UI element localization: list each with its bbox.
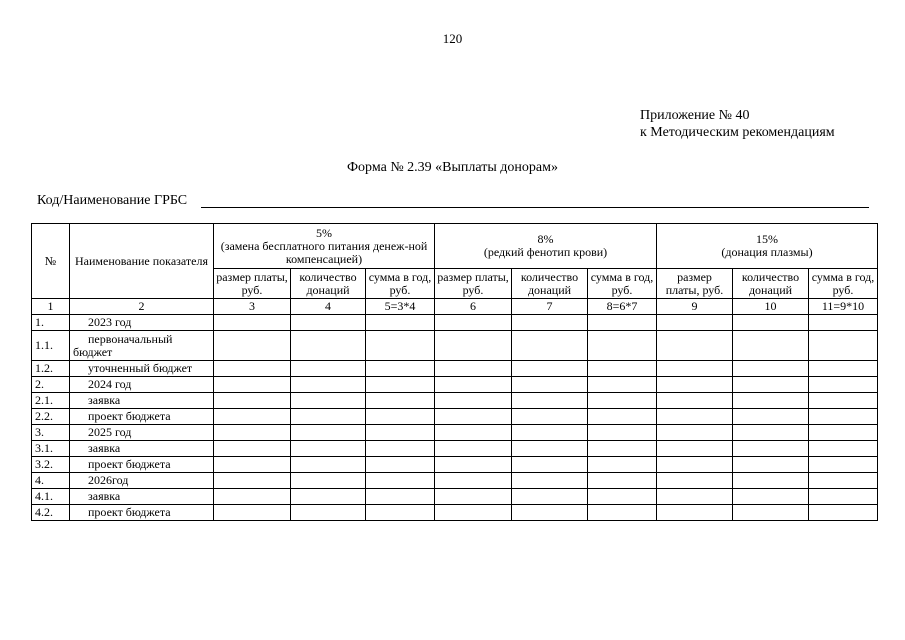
data-cell[interactable]: [657, 441, 733, 457]
row-number: 4.1.: [32, 489, 70, 505]
header-number: №: [32, 224, 70, 299]
appendix-caption: [640, 107, 835, 141]
row-indicator-name: 2025 год: [70, 425, 214, 441]
data-cell[interactable]: [366, 331, 435, 361]
table-row: [32, 331, 878, 361]
group-percent: 5%: [316, 225, 332, 240]
table-row: [32, 377, 878, 393]
row-number: 2.2.: [32, 409, 70, 425]
subheader-donation-count: количество донаций: [733, 269, 809, 299]
data-cell[interactable]: [291, 393, 366, 409]
data-cell[interactable]: [809, 505, 878, 521]
header-group-8-percent: [435, 224, 657, 269]
header-indicator-name: Наименование показателя: [70, 224, 214, 299]
table-row: [32, 473, 878, 489]
column-number: 2: [70, 299, 214, 315]
data-cell[interactable]: [809, 441, 878, 457]
data-cell[interactable]: [291, 361, 366, 377]
data-cell[interactable]: [733, 315, 809, 331]
row-number: 2.1.: [32, 393, 70, 409]
data-cell[interactable]: [588, 331, 657, 361]
data-cell[interactable]: [657, 393, 733, 409]
subheader-annual-sum: сумма в год, руб.: [588, 269, 657, 299]
data-cell[interactable]: [657, 457, 733, 473]
data-cell[interactable]: [588, 425, 657, 441]
row-indicator-name: 2024 год: [70, 377, 214, 393]
row-number: 3.1.: [32, 441, 70, 457]
grbs-label: Код/Наименование ГРБС: [37, 193, 188, 208]
data-cell[interactable]: [366, 473, 435, 489]
subheader-payment-size: размер платы, руб.: [657, 269, 733, 299]
appendix-line-2: к Методическим рекомендациям: [640, 125, 835, 140]
data-cell[interactable]: [435, 393, 512, 409]
data-cell[interactable]: [366, 315, 435, 331]
data-cell[interactable]: [435, 489, 512, 505]
data-cell[interactable]: [733, 441, 809, 457]
data-cell[interactable]: [588, 489, 657, 505]
data-cell[interactable]: [588, 505, 657, 521]
row-indicator-name: проект бюджета: [70, 457, 214, 473]
data-cell[interactable]: [291, 457, 366, 473]
data-cell[interactable]: [435, 425, 512, 441]
table-row: [32, 457, 878, 473]
data-cell[interactable]: [809, 473, 878, 489]
row-indicator-name: проект бюджета: [70, 409, 214, 425]
data-cell[interactable]: [291, 505, 366, 521]
row-indicator-name: проект бюджета: [70, 505, 214, 521]
column-number: 1: [32, 299, 70, 315]
data-cell[interactable]: [214, 425, 291, 441]
data-cell[interactable]: [435, 331, 512, 361]
data-cell[interactable]: [214, 393, 291, 409]
table-row: [32, 315, 878, 331]
row-number: 3.2.: [32, 457, 70, 473]
data-cell[interactable]: [512, 377, 588, 393]
data-cell[interactable]: [291, 315, 366, 331]
row-number: 2.: [32, 377, 70, 393]
data-cell[interactable]: [809, 457, 878, 473]
data-cell[interactable]: [512, 393, 588, 409]
data-cell[interactable]: [809, 377, 878, 393]
data-cell[interactable]: [366, 393, 435, 409]
group-description: (редкий фенотип крови): [483, 245, 608, 259]
data-cell[interactable]: [588, 473, 657, 489]
data-cell[interactable]: [733, 425, 809, 441]
column-number: 4: [291, 299, 366, 315]
data-cell[interactable]: [657, 361, 733, 377]
row-indicator-name: 2023 год: [70, 315, 214, 331]
data-cell[interactable]: [809, 409, 878, 425]
data-cell[interactable]: [435, 441, 512, 457]
data-cell[interactable]: [733, 393, 809, 409]
data-cell[interactable]: [657, 377, 733, 393]
appendix-line-1: Приложение № 40: [640, 108, 750, 123]
data-cell[interactable]: [366, 441, 435, 457]
data-cell[interactable]: [512, 505, 588, 521]
group-percent: 8%: [537, 232, 554, 246]
data-cell[interactable]: [214, 473, 291, 489]
data-cell[interactable]: [435, 409, 512, 425]
grbs-fill-line[interactable]: [201, 207, 869, 208]
group-description: (донация плазмы): [721, 245, 813, 259]
column-number: 6: [435, 299, 512, 315]
column-number: 10: [733, 299, 809, 315]
data-cell[interactable]: [291, 441, 366, 457]
subheader-payment-size: размер платы, руб.: [435, 269, 512, 299]
data-cell[interactable]: [588, 393, 657, 409]
row-indicator-name: уточненный бюджет: [70, 361, 214, 377]
data-cell[interactable]: [657, 409, 733, 425]
data-cell[interactable]: [588, 409, 657, 425]
data-cell[interactable]: [512, 441, 588, 457]
table-row: [32, 393, 878, 409]
data-cell[interactable]: [435, 505, 512, 521]
data-cell[interactable]: [291, 473, 366, 489]
data-cell[interactable]: [809, 361, 878, 377]
row-number: 3.: [32, 425, 70, 441]
data-cell[interactable]: [512, 473, 588, 489]
data-cell[interactable]: [733, 457, 809, 473]
data-cell[interactable]: [214, 457, 291, 473]
data-cell[interactable]: [435, 377, 512, 393]
data-cell[interactable]: [512, 489, 588, 505]
data-cell[interactable]: [291, 489, 366, 505]
data-cell[interactable]: [588, 361, 657, 377]
data-cell[interactable]: [733, 505, 809, 521]
data-cell[interactable]: [366, 361, 435, 377]
data-cell[interactable]: [657, 489, 733, 505]
column-number: 7: [512, 299, 588, 315]
data-cell[interactable]: [657, 473, 733, 489]
data-cell[interactable]: [512, 409, 588, 425]
column-number-row: [32, 299, 878, 315]
data-cell[interactable]: [435, 457, 512, 473]
data-cell[interactable]: [214, 409, 291, 425]
row-number: 1.1.: [32, 331, 70, 361]
column-number: 8=6*7: [588, 299, 657, 315]
data-cell[interactable]: [733, 377, 809, 393]
page-number: 120: [442, 31, 463, 46]
data-cell[interactable]: [809, 331, 878, 361]
subheader-donation-count: количество донаций: [291, 269, 366, 299]
data-cell[interactable]: [733, 331, 809, 361]
table-row: [32, 425, 878, 441]
row-number: 1.2.: [32, 361, 70, 377]
donor-payments-table: [31, 223, 878, 521]
data-cell[interactable]: [588, 377, 657, 393]
table-row: [32, 505, 878, 521]
row-indicator-name: заявка: [70, 489, 214, 505]
data-cell[interactable]: [588, 457, 657, 473]
header-group-15-percent: [657, 224, 878, 269]
data-cell[interactable]: [512, 361, 588, 377]
data-cell[interactable]: [512, 315, 588, 331]
subheader-donation-count: количество донаций: [512, 269, 588, 299]
column-number: 5=3*4: [366, 299, 435, 315]
data-cell[interactable]: [291, 331, 366, 361]
data-cell[interactable]: [657, 425, 733, 441]
data-cell[interactable]: [366, 489, 435, 505]
data-cell[interactable]: [214, 315, 291, 331]
data-cell[interactable]: [512, 331, 588, 361]
subheader-annual-sum: сумма в год, руб.: [366, 269, 435, 299]
row-number: 4.2.: [32, 505, 70, 521]
data-cell[interactable]: [733, 409, 809, 425]
table-row: [32, 409, 878, 425]
group-description: (замена бесплатного питания денеж-ной компенсацией): [220, 238, 428, 266]
data-cell[interactable]: [291, 409, 366, 425]
data-cell[interactable]: [733, 489, 809, 505]
row-indicator-name: 2026год: [70, 473, 214, 489]
column-number: 3: [214, 299, 291, 315]
data-cell[interactable]: [435, 315, 512, 331]
row-number: 1.: [32, 315, 70, 331]
data-cell[interactable]: [809, 489, 878, 505]
column-number: 9: [657, 299, 733, 315]
row-indicator-name: заявка: [70, 393, 214, 409]
data-cell[interactable]: [291, 377, 366, 393]
row-indicator-name: заявка: [70, 441, 214, 457]
data-cell[interactable]: [214, 377, 291, 393]
data-cell[interactable]: [657, 505, 733, 521]
header-group-5-percent: [214, 224, 435, 269]
data-cell[interactable]: [657, 331, 733, 361]
data-cell[interactable]: [588, 441, 657, 457]
data-cell[interactable]: [214, 361, 291, 377]
data-cell[interactable]: [366, 409, 435, 425]
data-cell[interactable]: [512, 457, 588, 473]
subheader-annual-sum: сумма в год, руб.: [809, 269, 878, 299]
row-indicator-name: первоначальный бюджет: [70, 331, 214, 361]
data-cell[interactable]: [435, 473, 512, 489]
data-cell[interactable]: [588, 315, 657, 331]
data-cell[interactable]: [733, 473, 809, 489]
data-cell[interactable]: [512, 425, 588, 441]
data-cell[interactable]: [809, 315, 878, 331]
data-cell[interactable]: [291, 425, 366, 441]
subheader-payment-size: размер платы, руб.: [214, 269, 291, 299]
data-cell[interactable]: [214, 489, 291, 505]
data-cell[interactable]: [733, 361, 809, 377]
data-cell[interactable]: [214, 505, 291, 521]
table-row: [32, 441, 878, 457]
data-cell[interactable]: [435, 361, 512, 377]
table-row: [32, 489, 878, 505]
group-percent: 15%: [756, 232, 778, 246]
data-cell[interactable]: [809, 393, 878, 409]
data-cell[interactable]: [366, 505, 435, 521]
data-cell[interactable]: [366, 425, 435, 441]
data-cell[interactable]: [366, 377, 435, 393]
data-cell[interactable]: [809, 425, 878, 441]
form-title: Форма № 2.39 «Выплаты донорам»: [347, 160, 558, 175]
row-number: 4.: [32, 473, 70, 489]
column-number: 11=9*10: [809, 299, 878, 315]
data-cell[interactable]: [366, 457, 435, 473]
table-row: [32, 361, 878, 377]
data-cell[interactable]: [214, 441, 291, 457]
data-cell[interactable]: [214, 331, 291, 361]
data-cell[interactable]: [657, 315, 733, 331]
